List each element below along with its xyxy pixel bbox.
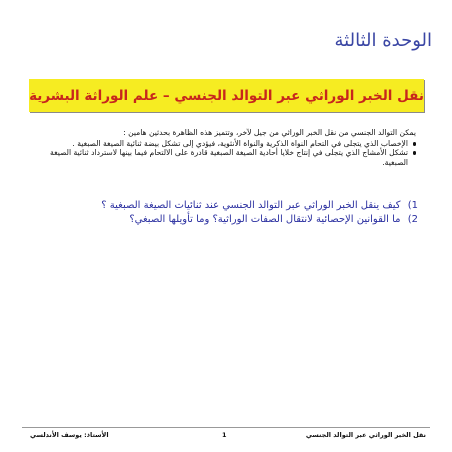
question-number: 1) bbox=[407, 200, 418, 211]
banner-title: نقل الخبر الوراثي عبر التوالد الجنسي – علم الوراثة البشرية bbox=[29, 87, 424, 104]
page-number: 1 bbox=[222, 431, 227, 439]
question-item bbox=[26, 213, 418, 227]
footer-subject: نقل الخبر الوراثي عبر التوالد الجنسي bbox=[305, 431, 426, 439]
footer-teacher: الأستاذ: يوسف الأندلسي bbox=[30, 431, 109, 439]
unit-title: الوحدة الثالثة bbox=[334, 30, 432, 51]
question-item bbox=[26, 199, 418, 213]
bullet-text: تشكل الأمشاج الذي يتجلى في إنتاج خلايا أحادية الصيغة الصبغية قادرة على الالتحام فيما بينها لاسترداد ثنائية الصيغة الصبغية. bbox=[50, 148, 408, 167]
page-footer bbox=[22, 431, 430, 443]
question-text: كيف ينقل الخبر الوراثي عبر التوالد الجنسي عند ثنائيات الصيغة الصبغية ؟ bbox=[101, 200, 401, 211]
bullet-item bbox=[26, 148, 416, 167]
title-banner bbox=[29, 79, 424, 112]
intro-paragraph: يمكن التوالد الجنسي من نقل الخبر الوراثي من جيل لآخر، وتتميز هذه الظاهرة بحدثين هامين : bbox=[123, 128, 416, 137]
bullet-text: الإخصاب الذي يتجلى في التحام النواة الذكرية والنواة الأنثوية، فيؤدي إلى تشكل بيضة ثنائية الصيغة الصبغية . bbox=[72, 139, 408, 148]
footer-divider bbox=[22, 427, 430, 428]
bullet-dot-icon bbox=[413, 142, 417, 146]
question-number: 2) bbox=[407, 214, 418, 225]
bullet-dot-icon bbox=[413, 151, 417, 155]
question-list bbox=[26, 199, 418, 227]
bullet-item bbox=[26, 139, 416, 148]
bullet-list bbox=[26, 139, 416, 167]
question-text: ما القوانين الإحصائية لانتقال الصفات الوراثية؟ وما تأويلها الصبغي؟ bbox=[129, 214, 401, 225]
